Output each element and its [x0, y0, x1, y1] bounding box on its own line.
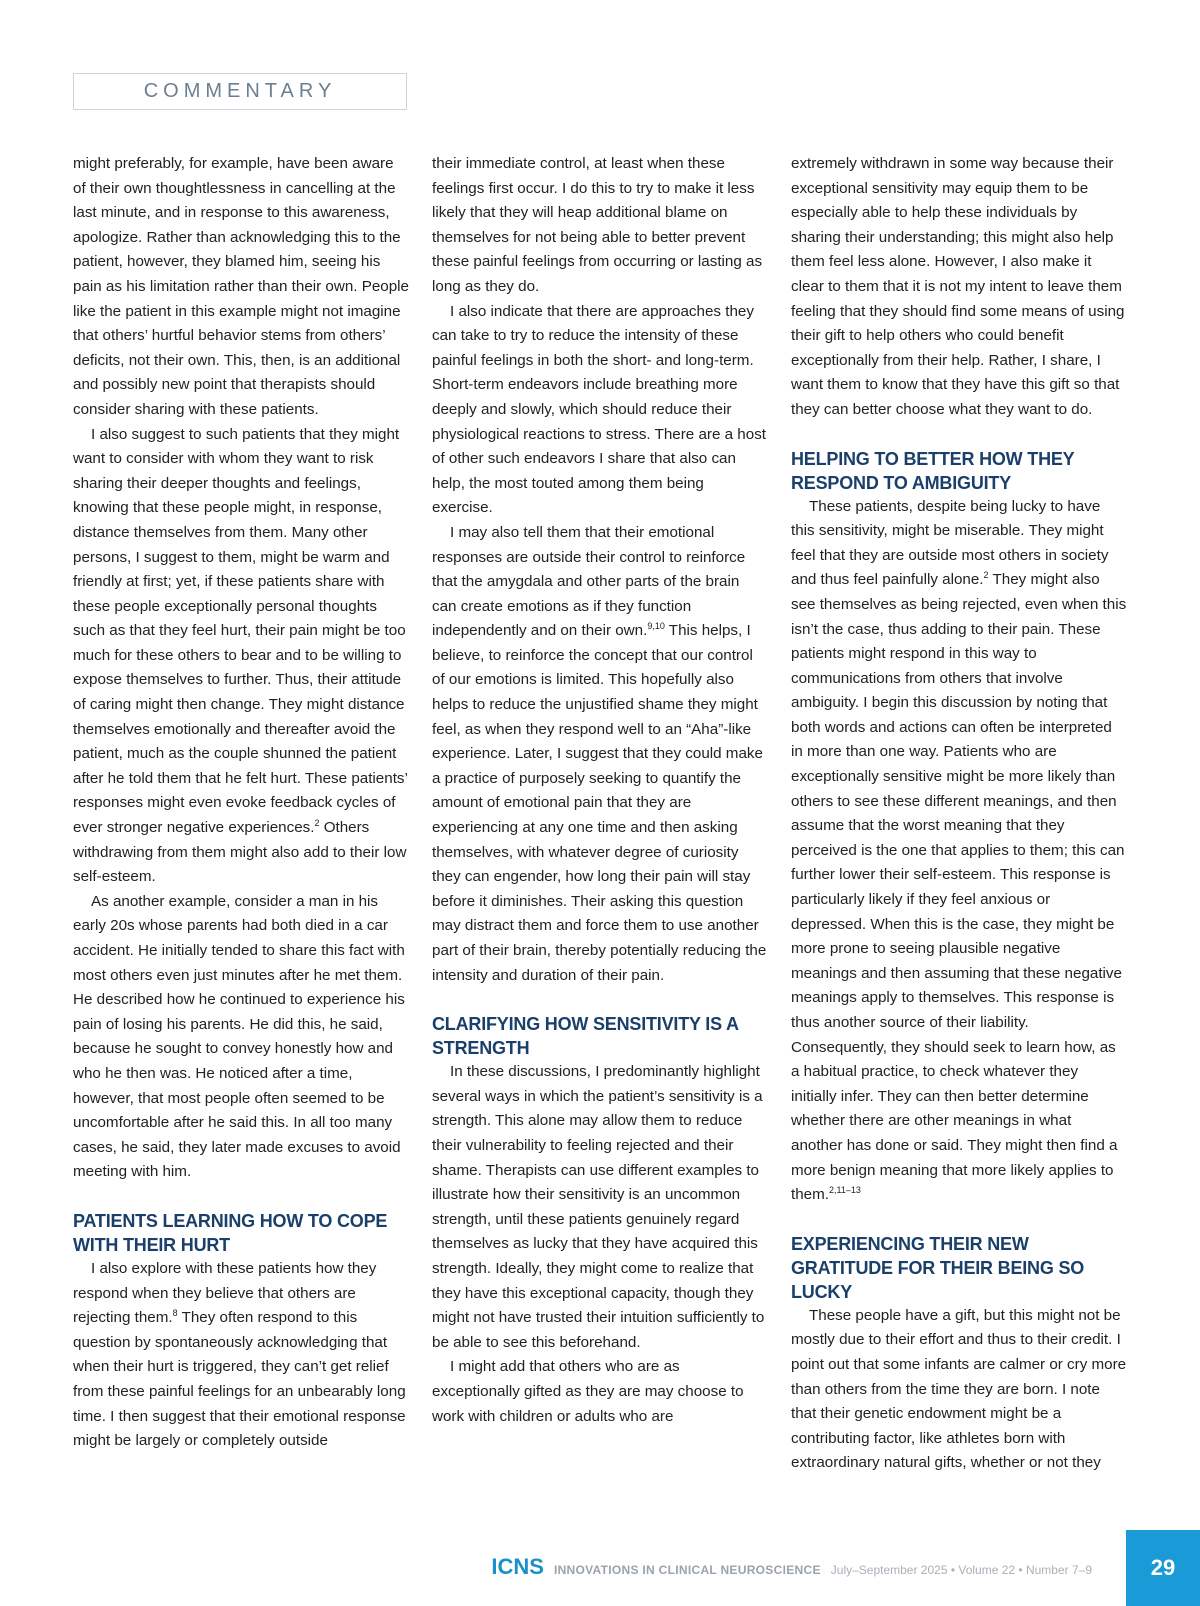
page-number: 29	[1150, 1555, 1176, 1580]
section-heading: PATIENTS LEARNING HOW TO COPE WITH THEIR HURT	[73, 1210, 388, 1255]
paragraph: These patients, despite being lucky to have this sensitivity, might be miserable. They might feel that they are outside most others in society and thus feel painfully alone.$^2$ They might also see themselves as being rejected, even when this isn’t the case, thus adding to their pain. These patients might respond in this way to communications from others that involve ambiguity. I begin this discussion by noting that both words and actions can often be interpreted in more than one way. Patients who are exceptionally sensitive might be more likely than others to see these different meanings, and then assume that the worst meaning that they perceived is the one that applies to them; this can further lower their self-esteem. This response is particularly likely if they feel anxious or depressed. When this is the case, they might be more prone to seeing plausible negative meanings and then assuming that these negative meanings apply to themselves. This response is thus another source of their liability. Consequently, they should seek to learn how, as a habitual practice, to check whatever they initially infer. They can then better determine whether there are other meanings in what another has done or said. They might then find a more benign meaning that more likely applies to them.$^{2,11-13}$	[791, 497, 1127, 1204]
citation-ref: 8	[172, 1308, 178, 1319]
citation-ref: 2	[983, 570, 989, 581]
paragraph: These people have a gift, but this might not be mostly due to their effort and thus to their credit. I point out that some infants are calmer or cry more than others from the time they are born. I note that their genetic endowment might be a contributing factor, like athletes born with extraordinary natural gifts, whether or not they	[791, 1306, 1127, 1472]
issue-info: July–September 2025 • Volume 22 • Number 7–9	[830, 1563, 1092, 1577]
section-label: COMMENTARY	[143, 80, 337, 102]
footer-branding	[491, 1554, 1092, 1580]
text-column-3	[791, 152, 1127, 1476]
text-column-2	[432, 152, 768, 1429]
paragraph: their immediate control, at least when these feelings first occur. I do this to try to make it less likely that they will heap additional blame on themselves for not being able to better prevent these painful feelings from occurring or lasting as long as they do.	[432, 155, 763, 295]
citation-ref: 2,11–13	[828, 1185, 861, 1196]
paragraph: In these discussions, I predominantly highlight several ways in which the patient’s sensitivity is a strength. This alone may allow them to reduce their vulnerability to feeling rejected and their shame. Therapists can use different examples to illustrate how their sensitivity is an uncommon strength, until these patients genuinely regard themselves as lucky that they have acquired this strength. Ideally, they might come to realize that they have this exceptional capacity, though they might not have trusted their intuition sufficiently to be able to see this beforehand.	[432, 1063, 765, 1351]
paragraph: I also suggest to such patients that they might want to consider with whom they want to risk sharing their deeper thoughts and feelings, knowing that these people might, in response, distance themselves from them. Many other persons, I suggest to them, might be warm and friendly at first; yet, if these patients share with these people exceptionally personal thoughts such as that they feel hurt, their pain might be too much for these others to bear and to be willing to expose themselves to further. Thus, their attitude of caring might then change. They might distance themselves emotionally and thereafter avoid the patient, much as the couple shunned the patient after he told them that he felt hurt. These patients’ responses might even evoke feedback cycles of ever stronger negative experiences.$^2$ Others withdrawing from them might also add to their low self-esteem.	[73, 425, 408, 886]
journal-logo: ICNS	[491, 1554, 544, 1579]
page-number-box	[1126, 1530, 1200, 1606]
paragraph: I also indicate that there are approaches they can take to try to reduce the intensity of these painful feelings in both the short- and long-term. Short-term endeavors include breathing more deeply and slowly, which should reduce their physiological reactions to stress. There are a host of other such endeavors I share that also can help, the most touted among them being exercise.	[432, 302, 767, 517]
section-header-box	[73, 73, 407, 110]
section-heading: CLARIFYING HOW SENSITIVITY IS A STRENGTH	[432, 1014, 739, 1059]
citation-ref: 2	[314, 817, 320, 828]
paragraph: extremely withdrawn in some way because their exceptional sensitivity may equip them to be especially able to help these individuals by sharing their understanding; this might also help them feel less alone. However, I also make it clear to them that it is not my intent to leave them feeling that they should find some means of using their gift to help others who could benefit exceptionally from their help. Rather, I share, I want them to know that they have this gift so that they can better choose what they want to do.	[791, 155, 1125, 418]
section-heading: HELPING TO BETTER HOW THEY RESPOND TO AMBIGUITY	[791, 448, 1075, 493]
paragraph: I might add that others who are as exceptionally gifted as they are may choose to work with children or adults who are	[432, 1358, 744, 1425]
paragraph: As another example, consider a man in his early 20s whose parents had both died in a car accident. He initially tended to share this fact with most others even just minutes after he met them. He described how he continued to experience his pain of losing his parents. He did this, he said, because he sought to convey honestly how and who he then was. He noticed after a time, however, that most people often seemed to be uncomfortable after he said this. In all too many cases, he said, they later made excuses to avoid meeting with him.	[73, 892, 405, 1181]
section-heading: EXPERIENCING THEIR NEW GRATITUDE FOR THEIR BEING SO LUCKY	[791, 1233, 1085, 1302]
paragraph: might preferably, for example, have been aware of their own thoughtlessness in cancelling at the last minute, and in response to this awareness, apologize. Rather than acknowledging this to the patient, however, they blamed him, seeing his pain as his limitation rather than their own. People like the patient in this example might not imagine that others’ hurtful behavior stems from others’ deficits, not their own. This, then, is an additional and possibly new point that therapists should consider sharing with these patients.	[73, 155, 410, 418]
text-column-1	[73, 152, 409, 1454]
journal-name: INNOVATIONS IN CLINICAL NEUROSCIENCE	[553, 1563, 821, 1577]
page-footer	[0, 1530, 1200, 1606]
citation-ref: 9,10	[647, 621, 665, 632]
paragraph: I may also tell them that their emotional responses are outside their control to reinforce that the amygdala and other parts of the brain can create emotions as if they function independently and on their own.$^{9,10}$ This helps, I believe, to reinforce the concept that our control of our emotions is limited. This hopefully also helps to reduce the unjustified shame they might feel, as when they respond well to an “Aha”-like experience. Later, I suggest that they could make a practice of purposely seeking to quantify the amount of emotional pain that they are experiencing at any one time and then asking themselves, with whatever degree of curiosity they can engender, how long their pain will stay before it diminishes. Their asking this question may distract them and force them to use another part of their brain, thereby potentially reducing the intensity and duration of their pain.	[432, 523, 767, 984]
paragraph: I also explore with these patients how they respond when they believe that others are rejecting them.$^8$ They often respond to this question by spontaneously acknowledging that when their hurt is triggered, they can’t get relief from these painful feelings for an unbearably long time. I then suggest that their emotional response might be largely or completely outside	[73, 1259, 406, 1450]
